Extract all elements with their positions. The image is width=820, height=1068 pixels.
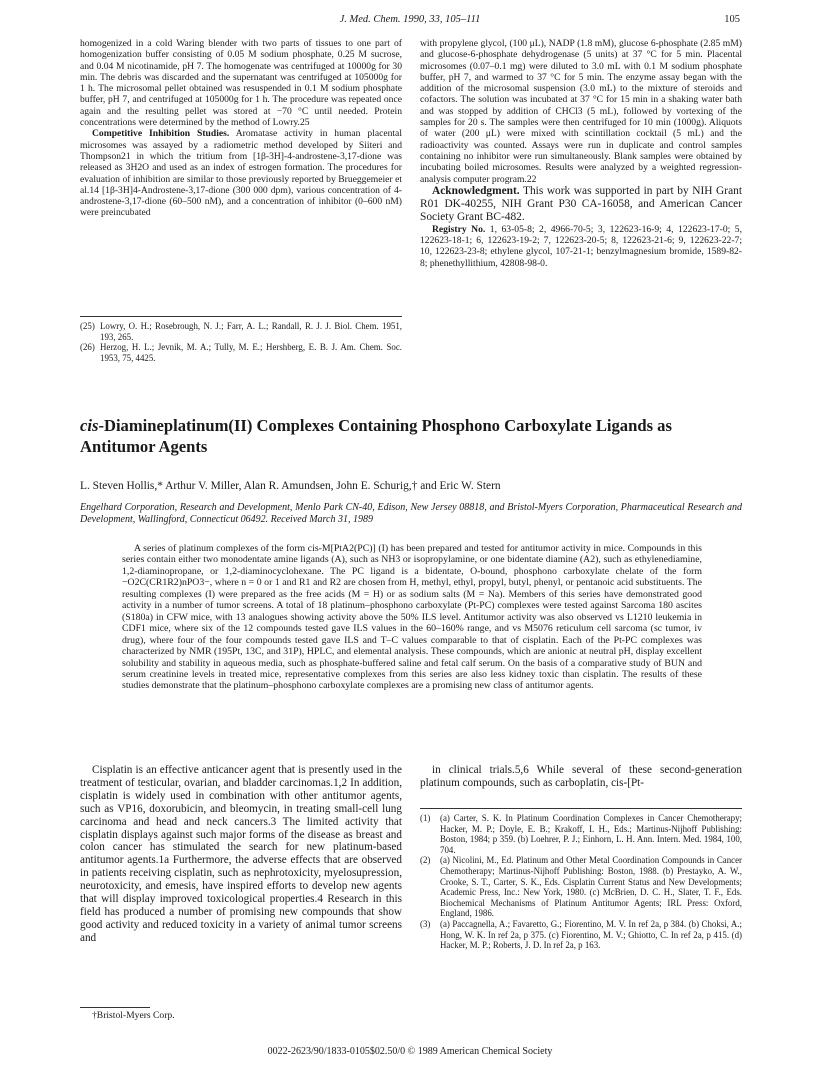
acknowledgment	[420, 185, 742, 224]
registry-heading: Registry No.	[432, 223, 486, 235]
title-text: -Diamineplatinum(II) Complexes Containing Phosphono Carboxylate Ligands as Antitumor Agents	[80, 416, 672, 456]
reference-item: (26) Herzog, H. L.; Jevnik, M. A.; Tully, M. E.; Hershberg, E. B. J. Am. Chem. Soc. 1953, 75, 4425.	[80, 342, 402, 363]
top-references-rule	[80, 316, 402, 317]
reference-item: (1) (a) Carter, S. K. In Platinum Coordination Complexes in Cancer Chemotherapy; Hacker, M. P.; Doyle, E. B.; Krakoff, I. H., Eds.; Martinus-Nijhoff Publishing: Boston, 1984; p 359. (b) Loehrer, P. J.; Einhorn, L. H. Ann. Intern. Med. 1984, 100, 704.	[420, 813, 742, 855]
introduction-paragraph: Cisplatin is an effective anticancer agent that is presently used in the treatment of testicular, ovarian, and bladder carcinomas.1,2 In addition, cisplatin is widely used in combination with other antitumor agents, such as VP16, doxorubicin, and bleomycin, in treating small-cell lung carcinoma and head and neck cancers.3 The limited activity that cisplatin displays against such major forms of the disease as breast and colon cancer has stimulated the search for new platinum-based antitumor agents.1a Furthermore, the adverse effects that are observed in patients receiving cisplatin, such as nephrotoxicity, myelosupression, neurotoxicity, and emesis, have inspired efforts to develop new agents that will display improved toxicological properties.4 Research in this field has produced a number of promising new compounds that show good activity and reduced toxicity in a variety of animal tumor screens and	[80, 764, 402, 944]
author-list: L. Steven Hollis,* Arthur V. Miller, Alan R. Amundsen, John E. Schurig,† and Eric W. Stern	[80, 480, 501, 492]
running-header	[0, 14, 820, 28]
reference-item: (3) (a) Paccagnella, A.; Favaretto, G.; Fiorentino, M. V. In ref 2a, p 384. (b) Choksi, A.; Hong, W. K. In ref 2a, p 375. (c) Fiorentino, M. V.; Ghiotto, C. In ref 2a, p 415. (d) Hacker, M. P.; Roberts, J. D. In ref 2a, p 163.	[420, 918, 742, 951]
registry-numbers	[420, 224, 742, 269]
inhibition-paragraph	[80, 128, 402, 218]
bottom-references-rule	[420, 808, 742, 809]
section-run-in-heading: Competitive Inhibition Studies.	[92, 128, 230, 140]
inhibition-text: Aromatase activity in human placental microsomes was assayed by a radiometric method developed by Siiteri and Thompson21 in which the tritium from [1β-3H]-4-androstene-3,17-dione was released as 3H2O and used as an index of estrogen formation. The procedures for evaluation of inhibition are similar to those previously reported by Brueggemeier et al.14 [1β-3H]4-Androstene-3,17-dione (300 000 dpm), various concentration of 4-androstene-3,17-dione (60–500 nM), and a concentration of inhibitor (0–600 nM) were preincubated	[80, 128, 402, 219]
affiliation: Engelhard Corporation, Research and Development, Menlo Park CN-40, Edison, New Jersey 08818, and Bristol-Myers Corporation, Pharmaceutical Research and Development, Wallingford, Connecticut 06492. Received March 31, 1989	[80, 502, 742, 526]
article-title	[80, 415, 742, 457]
footnote-rule	[80, 1007, 150, 1008]
body-right-column	[420, 764, 742, 790]
footnote: †Bristol-Myers Corp.	[92, 1010, 175, 1021]
page-number: 105	[724, 14, 740, 25]
registry-text: 1, 63-05-8; 2, 4966-70-5; 3, 122623-16-9; 4, 122623-17-0; 5, 122623-18-1; 6, 122623-19-2; 7, 122623-20-5; 8, 122623-21-6; 9, 122623-22-7; 10, 122623-23-8; ethylene glycol, 107-21-1; benzylmagnesium bromide, 1589-82-8; phenethyllithium, 42808-98-0.	[420, 223, 742, 269]
assay-paragraph: with propylene glycol, (100 μL), NADP (1.8 mM), glucose 6-phosphate (2.85 mM) and glucose-6-phosphate dehydrogenase (5 units) at 37 °C for 5 min. Placental microsomes (0.07–0.1 mg) were diluted to 3.0 mL with 0.1 M sodium phosphate buffer, pH 7, and warmed to 37 °C for 5 min. The enzyme assay began with the addition of the microsomal suspension (3.0 mL) to the mixture of steroids and cofactors. The solution was incubated at 37 °C for 15 min in a shaking water bath and was stopped by addition of CHCl3 (5 mL), followed by vortexing of the samples for 20 s. The samples were then centrifuged for 10 min (1000g). Aliquots of water (200 μL) were mixed with scintillation cocktail (5 mL) and the radioactivity was counted. Assays were run in duplicate and control samples containing no inhibitor were run simultaneously. Blank samples were obtained by incubating boiled microsomes. Results were analyzed by a weighted regression-analysis computer program.22	[420, 38, 742, 185]
abstract: A series of platinum complexes of the form cis-M[PtA2(PC)] (I) has been prepared and tested for antitumor activity in mice. Compounds in this series contain either two monodentate amine ligands (A), such as NH3 or isopropylamine, or one bidentate diamine (A2), such as ethylenediamine, 1,2-diaminopropane, or 1,2-diaminocyclohexane. The PC ligand is a bidentate, O-bound, phosphono carboxylate chelate of the form −O2C(CR1R2)nPO3−, where n = 0 or 1 and R1 and R2 are chosen from H, methyl, ethyl, propyl, butyl, phenyl, or pentanoic acid substituents. The resulting complexes (I) were prepared as the free acids (M = H) or as sodium salts (M = Na). Members of this series have demonstrated good activity in a number of tumor screens. A total of 18 platinum–phosphono carboxylate (Pt-PC) complexes were tested against Sarcoma 180 ascites (S180a) in CFW mice, with 13 analogues showing activity above the 50% ILS level. Antitumor activity was also observed vs L1210 leukemia in CDF1 mice, where six of the 12 compounds tested gave ILS values in the 60–160% range, and vs M5076 reticulum cell sarcoma (sc tumor, iv drug), where four of the four compounds tested gave ILS and T–C values comparable to that of cisplatin. Each of the Pt-PC complexes was characterized by NMR (195Pt, 13C, and 31P), HPLC, and elemental analysis. These compounds, which are anionic at neutral pH, display excellent solubility and stability in aqueous media, such as phosphate-buffered saline and fetal calf serum. On the basis of a comparative study of BUN and serum creatinine levels in treated mice, representative complexes from this series are also less kidney toxic than cisplatin. The results of these studies demonstrate that the platinum–phosphono carboxylate complexes are a promising new class of antitumor agents.	[122, 543, 702, 692]
continued-paragraph: homogenized in a cold Waring blender with two parts of tissues to one part of homogenization buffer consisting of 0.05 M sodium phosphate, 0.25 M sucrose, and 0.04 M nicotinamide, pH 7. The homogenate was centrifuged at 10000g for 30 min. The debris was discarded and the supernatant was centrifuged at 105000g for 1 h. The microsomal pellet obtained was resuspended in 0.1 M sodium phosphate buffer, pH 7, and centrifuged at 105000g for 1 h. The procedure was repeated once again and the resulting pellet was stored at −70 °C until needed. Protein concentrations were determined by the method of Lowry.25	[80, 38, 402, 129]
title-italic-prefix: cis	[80, 416, 99, 435]
copyright-footer: 0022-2623/90/1833-0105$02.50/0 © 1989 American Chemical Society	[267, 1046, 553, 1057]
top-right-column	[420, 38, 742, 269]
reference-item: (25) Lowry, O. H.; Rosebrough, N. J.; Farr, A. L.; Randall, R. J. J. Biol. Chem. 1951, 193, 265.	[80, 321, 402, 342]
journal-citation: J. Med. Chem. 1990, 33, 105–111	[339, 14, 481, 25]
body-left-column	[80, 764, 402, 945]
acknowledgment-heading: Acknowledgment.	[432, 184, 520, 197]
acknowledgment-text: This work was supported in part by NIH Grant R01 DK-40255, NIH Grant P30 CA-16058, and American Cancer Society Grant BC-482.	[420, 184, 742, 223]
bottom-references	[420, 813, 742, 951]
introduction-continued: in clinical trials.5,6 While several of these second-generation platinum compounds, such as carboplatin, cis-[Pt-	[420, 764, 742, 789]
top-references	[80, 321, 402, 363]
reference-item: (2) (a) Nicolini, M., Ed. Platinum and Other Metal Coordination Compounds in Cancer Chemotherapy; Martinus-Nijhoff Publishing: Boston, 1988. (b) Prestayko, A. W., Crooke, S. T., Carter, S. K., Eds. Cisplatin Current Status and New Developments; Academic Press, Inc.: New York, 1980. (c) McBrien, D. C. H., Slater, T. F., Eds. Biochemical Mechanisms of Platinum Antitumor Agents; IRL Press: Oxford, England, 1986.	[420, 855, 742, 919]
top-left-column	[80, 38, 402, 219]
